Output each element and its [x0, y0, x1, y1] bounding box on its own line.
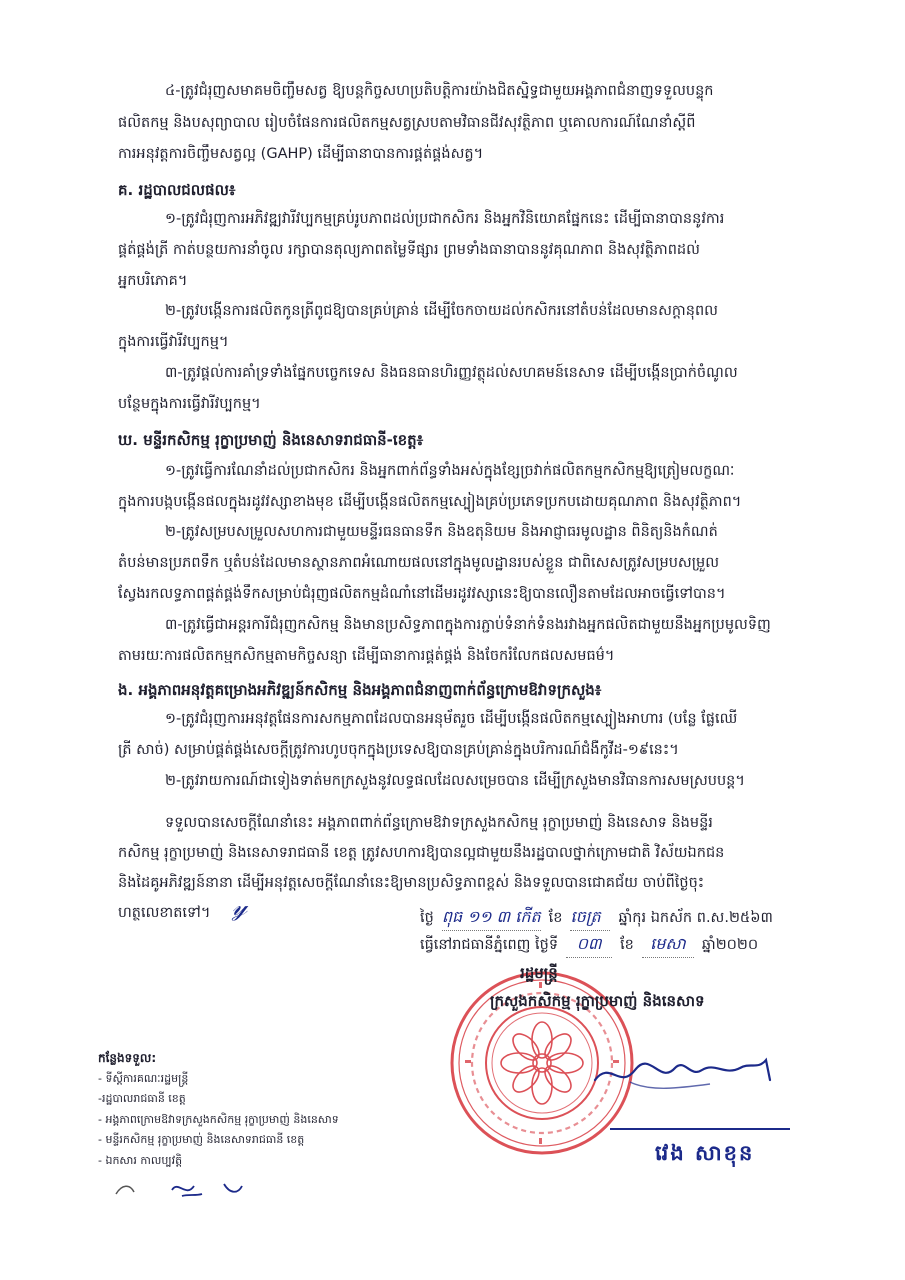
kho1-line2: ក្នុងការបង្កបង្កើនផលក្នុងរដូវវស្សាខាងមុខ ដើម្បីបង្កើនផលិតកម្មស្បៀងគ្រប់ប្រភេទប្រកបដោយគុណភាព និងសុវត្ថិភាព។	[118, 494, 742, 510]
lunar-date-line	[420, 906, 840, 933]
lunar-month-handwritten: ចេត្រ	[570, 906, 610, 931]
ko3-line1: ៣-ត្រូវផ្តល់ការគាំទ្រទាំងផ្នែកបច្ចេកទេស និងធនធានហិរញ្ញវត្ថុដល់សហគមន៍នេសាទ ដើម្បីបង្កើនប្រាក់ចំណូល	[165, 365, 738, 381]
date-prefix: ថ្ងៃ	[420, 910, 434, 926]
place-prefix: ធ្វើនៅរាជធានីភ្នំពេញ ថ្ងៃទី	[420, 937, 559, 953]
ko2-line2: ក្នុងការធ្វើវារីវប្បកម្ម។	[118, 334, 229, 350]
p4-line1: ៤-ត្រូវជំរុញសមាគមចិញ្ចឹមសត្វ ឱ្យបន្តកិច្ចសហប្រតិបត្តិការយ៉ាងជិតស្និទ្ធជាមួយអង្គភាពជំនាញទទួលបន្ទុក	[165, 83, 714, 99]
year: ឆ្នាំ២០២០	[701, 937, 759, 953]
signature-underline	[610, 1128, 790, 1130]
kho3-line2: តាមរយៈការផលិតកម្មកសិកម្មតាមកិច្ចសន្យា ដើម្បីធានាការផ្គត់ផ្គង់ និងចែករំលែកផលសមធម៌។	[118, 648, 615, 664]
signer-name: វេង សាខុន	[655, 1141, 755, 1165]
ng2-line1: ២-ត្រូវរាយការណ៍ជាទៀងទាត់មកក្រសួងនូវលទ្ធផលដែលសម្រេចបាន ដើម្បីក្រសួងមានវិធានការសមស្របបន្ត។	[165, 773, 745, 789]
ko1-line3: អ្នកបរិភោគ។	[118, 273, 188, 289]
ko2-line1: ២-ត្រូវបង្កើនការផលិតកូនត្រីពូជឱ្យបានគ្រប់គ្រាន់ ដើម្បីចែកចាយដល់កសិករនៅតំបន់ដែលមានសក្តានុពល	[165, 303, 718, 319]
kho2-line3: ស្វែងរកលទ្ធភាពផ្គត់ផ្គង់ទឹកសម្រាប់ជំរុញផលិតកម្មដំណាំនៅដើមរដូវវស្សានេះឱ្យបានលឿនតាមដែលអាចធ្វើទៅបាន។	[118, 586, 726, 602]
day-handwritten: ០៣	[566, 933, 612, 958]
initial-signature-mark: 𝓎	[232, 892, 248, 922]
month-label: ខែ	[620, 937, 634, 953]
closing-line4: ហត្ថលេខាតទៅ។	[118, 905, 211, 921]
ng1-line2: ត្រី សាច់) សម្រាប់ផ្គត់ផ្គង់សេចក្តីត្រូវការហូបចុកក្នុងប្រទេសឱ្យបានគ្រប់គ្រាន់ក្នុងបរិការណ៍ជំងឺកូវីដ-១៩នេះ។	[118, 742, 679, 758]
heading-fisheries: គ. រដ្ឋបាលជលផល៖	[118, 181, 236, 199]
lunar-month-label: ខែ	[548, 910, 563, 926]
recipient-item: - មន្ទីរកសិកម្ម រុក្ខាប្រមាញ់ និងនេសាទរាជធានី ខេត្ត	[98, 1133, 305, 1146]
recipients-title: កន្លែងទទួល:	[98, 1051, 157, 1065]
recipient-item: - ទីស្តីការគណៈរដ្ឋមន្ត្រី	[98, 1071, 189, 1085]
ministry-name: ក្រសួងកសិកម្ម រុក្ខាប្រមាញ់ និងនេសាទ	[490, 992, 705, 1010]
kho1-line1: ១-ត្រូវធ្វើការណែនាំដល់ប្រជាកសិករ និងអ្នកពាក់ព័ន្ធទាំងអស់ក្នុងខ្សែច្រវាក់ផលិតកម្មកសិកម្មឱ្យត្រៀមលក្ខណៈ	[165, 463, 735, 479]
closing-line1: ទទួលបានសេចក្តីណែនាំនេះ អង្គភាពពាក់ព័ន្ធក្រោមឱវាទក្រសួងកសិកម្ម រុក្ខាប្រមាញ់ និងនេសាទ និងមន្ទីរ	[165, 815, 713, 831]
place-date-line	[420, 933, 840, 960]
heading-provincial-departments: ឃ. មន្ទីរកសិកម្ម រុក្ខាប្រមាញ់ និងនេសាទរាជធានី-ខេត្ត៖	[118, 431, 424, 449]
recipient-item: - អង្គភាពក្រោមឱវាទក្រសួងកសិកម្ម រុក្ខាប្រមាញ់ និងនេសាទ	[98, 1112, 339, 1126]
recipient-item: -រដ្ឋបាលរាជធានី ខេត្ត	[98, 1092, 186, 1105]
kho3-line1: ៣-ត្រូវធ្វើជាអន្តរការីជំរុញកសិកម្ម និងមានប្រសិទ្ធភាពក្នុងការភ្ជាប់ទំនាក់ទំនងរវាងអ្នកផលិតជាមួយនឹងអ្នកប្រមូលទិញ	[165, 617, 771, 633]
kho2-line1: ២-ត្រូវសម្របសម្រួលសហការជាមួយមន្ទីរធនធានទឹក និងឧតុនិយម និងអាជ្ញាធរមូលដ្ឋាន ពិនិត្យនិងកំណត់	[165, 524, 718, 540]
closing-line3: និងដៃគូអភិវឌ្ឍន៍នានា ដើម្បីអនុវត្តសេចក្តីណែនាំនេះឱ្យមានប្រសិទ្ធភាពខ្ពស់ និងទទួលបានជោគជ័យ ចាប់ពីថ្ងៃចុះ	[118, 875, 705, 891]
ko1-line2: ផ្គត់ផ្គង់ត្រី កាត់បន្ថយការនាំចូល រក្សាបានតុល្យភាពតម្លៃទីផ្សារ ព្រមទាំងធានាបាននូវគុណភាព និងសុវត្ថិភាពដល់	[118, 242, 700, 258]
ko3-line2: បន្ថែមក្នុងការធ្វើវារីវប្បកម្ម។	[118, 396, 261, 412]
ko1-line1: ១-ត្រូវជំរុញការអភិវឌ្ឍវារីវប្បកម្មគ្រប់រូបភាពដល់ប្រជាកសិករ និងអ្នកវិនិយោគផ្នែកនេះ ដើម្បីធានាបាននូវការ	[165, 211, 725, 227]
date-block	[420, 906, 840, 960]
recipients-list	[98, 1048, 428, 1171]
handwritten-initials	[112, 1176, 252, 1206]
p4-line2: ផលិតកម្ម និងបសុព្យាបាល រៀបចំផែនការផលិតកម្មសត្វស្របតាមវិធានជីវសុវត្ថិភាព ឬគោលការណ៍ណែនាំស្តីពី	[118, 115, 696, 131]
lunar-year: ឆ្នាំកុរ ឯកស័ក ព.ស.២៥៦៣	[618, 910, 773, 926]
ng1-line1: ១-ត្រូវជំរុញការអនុវត្តផែនការសកម្មភាពដែលបានអនុម័តរួច ដើម្បីបង្កើនផលិតកម្មស្បៀងអាហារ (បន្លែ ផ្លែឈើ	[165, 711, 738, 727]
p4-line3: ការអនុវត្តការចិញ្ចឹមសត្វល្អ (GAHP) ដើម្បីធានាបានការផ្គត់ផ្គង់សត្វ។	[118, 146, 484, 162]
month-handwritten: មេសា	[642, 933, 694, 958]
recipient-item: - ឯកសារ កាលប្បវត្តិ	[98, 1153, 183, 1167]
closing-line2: កសិកម្ម រុក្ខាប្រមាញ់ និងនេសាទរាជធានី ខេត្ត ត្រូវសហការឱ្យបានល្អជាមួយនឹងរដ្ឋបាលថ្នាក់ក្រោមជាតិ វិស័យឯកជន	[118, 845, 725, 861]
heading-project-units: ង. អង្គភាពអនុវត្តគម្រោងអភិវឌ្ឍន៍កសិកម្ម និងអង្គភាពជំនាញពាក់ព័ន្ធក្រោមឱវាទក្រសួង៖	[118, 681, 602, 699]
kho2-line2: តំបន់មានប្រភពទឹក ឬតំបន់ដែលមានស្ថានភាពអំណោយផលនៅក្នុងមូលដ្ឋានរបស់ខ្លួន ជាពិសេសត្រូវសម្របសម្រួល	[118, 555, 720, 571]
minister-signature	[590, 1040, 790, 1100]
lunar-day-handwritten: ពុធ ១១ ៣ កើត	[442, 906, 541, 931]
minister-title: រដ្ឋមន្ត្រី	[520, 964, 558, 982]
